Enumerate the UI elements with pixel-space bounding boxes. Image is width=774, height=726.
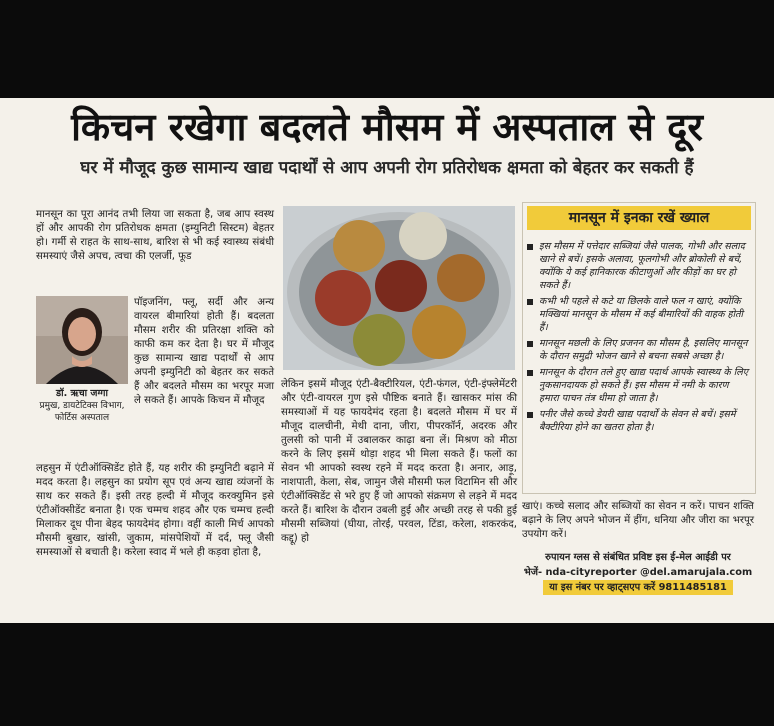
tip-item: मानसून के दौरान तले हुए खाद्य पदार्थ आपके स्वास्थ्य के लिए नुकसानदायक हो सकते हैं। इस मौसम में नमी के कारण हमारा पाचन तंत्र धीमा हो जाता है। — [527, 366, 749, 405]
article-col1-top — [36, 208, 274, 298]
caption-name: डॉ. ऋचा जग्गा — [56, 388, 108, 399]
col3-text: खाएं। कच्चे सलाद और सब्जियों का सेवन न करें। पाचन शक्ति बढ़ाने के लिए अपने भोजन में हींग, धनिया और जीरा का भरपूर उपयोग करें। — [522, 501, 754, 540]
spice-box-svg — [283, 206, 515, 370]
contact-line2: भेजें- nda-cityreporter @del.amarujala.com — [523, 567, 753, 578]
article-col2 — [281, 378, 517, 546]
contact-line3: या इस नंबर पर व्हाट्सएप करें 9811485181 — [543, 580, 733, 595]
col1-top-text: मानसून का पूरा आनंद तभी लिया जा सकता है, जब आप स्वस्थ हों और आपकी रोग प्रतिरोधक क्षमता (इम्युनिटी सिस्टम) बेहतर हो। गर्मी से राहत के साथ-साथ, बारिश से भी कई स्वास्थ्य संबंधी समस्याएं जैसे अपच, त्वचा की एलर्जी, फूड — [36, 209, 274, 262]
author-photo — [36, 296, 128, 384]
author-photo-svg — [36, 296, 128, 384]
tip-item: मानसून मछली के लिए प्रजनन का मौसम है, इसलिए मानसून के दौरान समुद्री भोजन खाने से बचना सबसे अच्छा है। — [527, 337, 749, 363]
col1-side-text: पॉइजनिंग, फ्लू, सर्दी और अन्य वायरल बीमारियां होती हैं। बदलता मौसम शरीर की प्रतिरक्षा शक्ति को काफी कम कर देता है। घर में मौजूद कुछ सामान्य खाद्य पदार्थों से आप अपनी इम्युनिटी को बेहतर कर सकते हैं और बदलते मौसम का भरपूर मजा ले सकते हैं। आपके किचन में मौजूद — [134, 297, 274, 406]
spice-box-image — [283, 206, 515, 370]
headline: किचन रखेगा बदलते मौसम में अस्पताल से दूर — [71, 105, 703, 149]
newspaper-clipping — [0, 98, 774, 623]
article-col3 — [522, 500, 754, 542]
photo-caption — [36, 388, 128, 424]
tips-box-title: मानसून में इनका रखें ख्याल — [527, 206, 751, 230]
col2-text: लेकिन इसमें मौजूद एंटी-बैक्टीरियल, एंटी-फंगल, एंटी-इंफ्लेमेंटरी और एंटी-वायरल गुण इसे पौष्टिक बनाते हैं। खासकर मांस की समस्याओं में यह फायदेमंद रहता है। बदलते मौसम में घर में मौजूद दालचीनी, मेथी दाना, जीरा, पीपरकॉर्न, अदरक और तुलसी को पानी में उबालकर काढ़ा बना लें। मिश्रण को मीठा करने के लिए इसमें थोड़ा शहद भी मिला सकते हैं। फलों का सेवन भी आपको स्वस्थ रहने में मदद करता है। अनार, आड़ू, नाशपाती, केला, सेब, जामुन जैसे मौसमी फल विटामिन सी और एंटीऑक्सिडेंट से भरे हुए हैं जो आपको संक्रमण से लड़ने में मदद करते हैं। बारिश के दौरान उबली हुई और अच्छी तरह से पकी हुई मौसमी सब्जियां (घीया, तोरई, परवल, टिंडा, करेला, शकरकंद, कद्दू) हो — [281, 379, 517, 544]
tip-item: कभी भी पहले से कटे या छिलके वाले फल न खाएं, क्योंकि मक्खियां मानसून के मौसम में कई बीमारियों की वाहक होती हैं। — [527, 295, 749, 334]
contact-info — [522, 550, 754, 595]
article-col1-side — [134, 296, 274, 408]
tip-item: पनीर जैसे कच्चे डेयरी खाद्य पदार्थों के सेवन से बचें। इसमें बैक्टीरिया होने का खतरा होता है। — [527, 408, 749, 434]
caption-role: प्रमुख, डायटेटिक्स विभाग, फोर्टिस अस्पताल — [39, 401, 125, 423]
subheadline: घर में मौजूद कुछ सामान्य खाद्य पदार्थों से आप अपनी रोग प्रतिरोधक क्षमता को बेहतर कर सकती हैं — [80, 158, 694, 178]
article-col1-bottom — [36, 462, 274, 560]
contact-line1: रुपायन ग्लस से संबंधित प्रविष्ट इस ई-मेल आईडी पर — [545, 552, 731, 563]
col1-bottom-text: लहसुन में एंटीऑक्सिडेंट होते हैं, यह शरीर की इम्युनिटी बढ़ाने में मदद करता है। लहसुन का प्रयोग सूप एवं अन्य खाद्य व्यंजनों के साथ कर सकते हैं। इसी तरह हल्दी में मौजूद करक्युमिन इसे एंटीऑक्सीडेंट बनाता है। एक चम्मच शहद और एक चम्मच हल्दी मिलाकर दूध पीना बेहद फायदेमंद होगा। वहीं काली मिर्च आपको मौसमी बुखार, खांसी, जुकाम, मांसपेशियों में दर्द, फ्लू जैसी समस्याओं से बचाती है। करेला स्वाद में भले ही कड़वा होता है, — [36, 463, 274, 558]
tip-item: इस मौसम में पत्तेदार सब्जियां जैसे पालक, गोभी और सलाद खाने से बचें। इसके अलावा, फूलगोभी और ब्रोकोली से बचें, क्योंकि ये कई हानिकारक कीटाणुओं और कीड़ों का घर हो सकते हैं। — [527, 240, 749, 292]
tips-list — [527, 240, 749, 437]
